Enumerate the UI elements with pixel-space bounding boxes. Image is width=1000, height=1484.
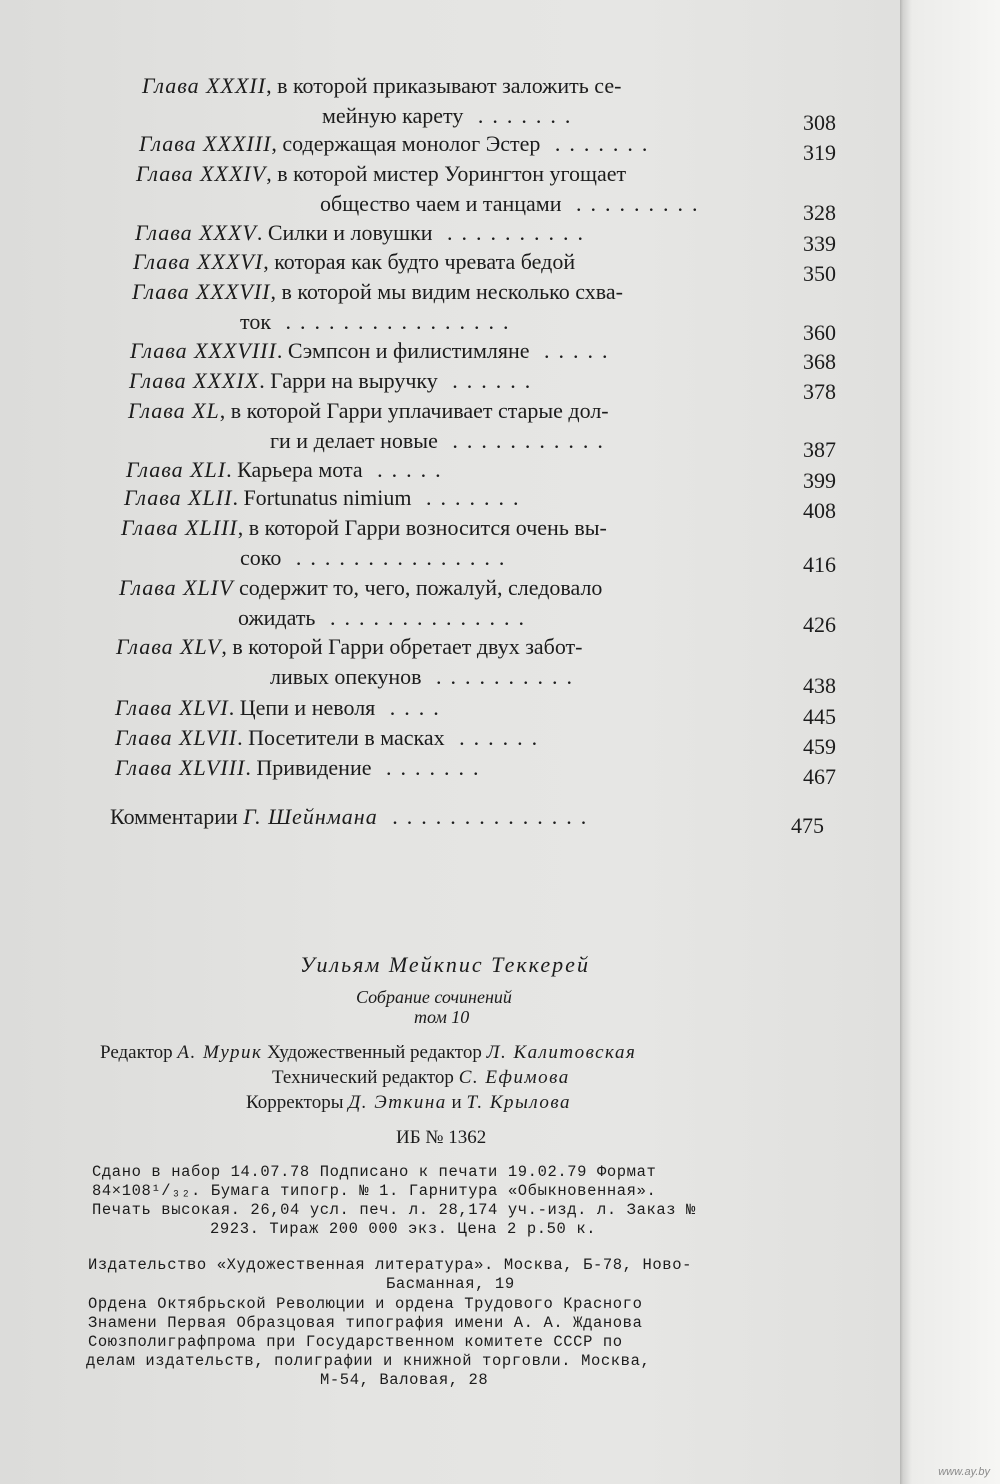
chapter-title: . Посетители в масках	[237, 725, 445, 750]
chapter-label: Глава XXXII	[142, 73, 267, 98]
toc-entry	[115, 694, 448, 722]
details-line: Печать высокая. 26,04 усл. печ. л. 28,174 уч.-изд. л. Заказ №	[92, 1201, 696, 1219]
toc-entry-continuation	[240, 308, 518, 336]
toc-entry	[116, 633, 583, 661]
printer-line: М-54, Валовая, 28	[320, 1371, 489, 1389]
chapter-title-cont: ливых опекунов	[270, 664, 422, 689]
author-name: Уильям Мейкпис Теккерей	[300, 952, 590, 977]
leader-dots: ...........	[437, 428, 612, 453]
leader-dots: ..........	[421, 664, 581, 689]
page-edge	[900, 0, 1000, 1484]
tech-editor-role: Технический редактор	[272, 1067, 454, 1088]
page-number: 416	[803, 552, 836, 577]
leader-dots: ..............	[377, 804, 596, 829]
chapter-title: , содержащая монолог Эстер	[271, 131, 541, 156]
chapter-title: . Fortunatus nimium	[232, 485, 412, 510]
page-number: 339	[803, 231, 836, 256]
chapter-title: , в которой приказывают заложить се-	[266, 73, 622, 98]
details-line: 84×108¹/₃₂. Бумага типогр. № 1. Гарнитура «Обыкновенная».	[92, 1182, 657, 1200]
toc-entry-continuation	[240, 544, 513, 572]
publisher-line: Издательство «Художественная литература». Москва, Б-78, Ново-	[88, 1256, 692, 1274]
collection-title: Собрание сочинений	[356, 987, 512, 1007]
toc-entry	[124, 484, 528, 512]
commentary-entry	[110, 803, 595, 831]
leader-dots: .......	[411, 485, 528, 510]
toc-entry	[128, 397, 609, 425]
chapter-title: . Цепи и неволя	[228, 695, 376, 720]
chapter-title-cont: ток	[240, 309, 272, 334]
toc-entry	[130, 337, 617, 365]
art-editor-name: Л. Калитовская	[486, 1042, 637, 1063]
chapter-title-cont: соко	[240, 545, 282, 570]
printer-line: Знамени Первая Образцовая типография имени А. А. Жданова	[88, 1314, 643, 1332]
chapter-title: , в которой Гарри обретает двух забот-	[221, 634, 583, 659]
printer-line: Ордена Октябрьской Революции и ордена Трудового Красного	[88, 1295, 643, 1313]
toc-entry	[126, 456, 450, 484]
printer-line: делам издательств, полиграфии и книжной торговли. Москва,	[86, 1352, 651, 1370]
chapter-title: , в которой Гарри уплачивает старые дол-	[219, 398, 609, 423]
chapter-label: Глава XLIII	[121, 515, 238, 540]
page-number: 328	[803, 200, 836, 225]
chapter-label: Глава XXXVII	[132, 279, 271, 304]
chapter-label: Глава XXXIX	[129, 368, 260, 393]
chapter-title: содержит то, чего, пожалуй, следовало	[233, 575, 603, 600]
toc-entry-continuation	[320, 190, 707, 218]
watermark: www.ay.by	[938, 1466, 990, 1478]
page-number: 387	[803, 437, 836, 462]
chapter-title: . Сэмпсон и филистимляне	[276, 338, 530, 363]
leader-dots: .........	[561, 191, 707, 216]
chapter-label: Глава XLVI	[115, 695, 229, 720]
toc-entry-continuation	[270, 663, 581, 691]
details-line: 2923. Тираж 200 000 экз. Цена 2 р.50 к.	[210, 1220, 597, 1238]
chapter-title: . Гарри на выручку	[259, 368, 438, 393]
leader-dots: ...............	[281, 545, 514, 570]
chapter-label: Глава XLI	[126, 457, 227, 482]
page-number: 368	[803, 349, 836, 374]
page-number: 408	[803, 498, 836, 523]
chapter-title: . Силки и ловушки	[256, 220, 433, 245]
leader-dots: ..........	[432, 220, 593, 245]
page-number: 467	[803, 764, 836, 789]
commentary-prefix: Комментарии	[110, 804, 244, 829]
chapter-title: , в которой мы видим несколько схва-	[270, 279, 623, 304]
chapter-title: , в которой мистер Уорингтон угощает	[266, 161, 627, 186]
chapter-label: Глава XL	[128, 398, 220, 423]
page-number: 360	[803, 320, 836, 345]
leader-dots: ....	[375, 695, 448, 720]
toc-entry-continuation	[238, 604, 533, 632]
tech-editor-name: С. Ефимова	[458, 1067, 570, 1088]
tech-editor-line	[272, 1067, 570, 1089]
leader-dots: .......	[371, 755, 488, 780]
chapter-label: Глава XXXVIII	[130, 338, 277, 363]
chapter-title-cont: общество чаем и танцами	[320, 191, 562, 216]
leader-dots: .....	[529, 338, 617, 363]
toc-entry	[115, 724, 546, 752]
chapter-label: Глава XXXIII	[139, 131, 272, 156]
printer-line: Союзполиграфпрома при Государственном комитете СССР по	[88, 1333, 623, 1351]
correctors-line	[246, 1092, 571, 1114]
toc-entry	[135, 219, 592, 247]
toc-entry	[115, 754, 487, 782]
page-number: 399	[803, 468, 836, 493]
toc-entry	[133, 248, 575, 276]
leader-dots: .....	[362, 457, 450, 482]
page-number: 459	[803, 734, 836, 759]
toc-entry-continuation	[322, 102, 579, 130]
correctors-role: Корректоры	[246, 1092, 344, 1113]
toc-entry	[132, 278, 623, 306]
correctors-and: и	[451, 1092, 462, 1113]
editor-line	[100, 1042, 636, 1064]
chapter-label: Глава XXXV	[135, 220, 257, 245]
chapter-title: . Карьера мота	[226, 457, 363, 482]
chapter-label: Глава XLVII	[115, 725, 238, 750]
page-number: 445	[803, 704, 836, 729]
art-editor-role: Художественный редактор	[267, 1042, 482, 1063]
page-number: 438	[803, 673, 836, 698]
corrector-name-1: Д. Эткина	[348, 1092, 447, 1113]
toc-entry	[121, 514, 607, 542]
page-number: 378	[803, 379, 836, 404]
chapter-title-cont: ги и делает новые	[270, 428, 438, 453]
toc-entry	[129, 367, 539, 395]
details-line: Сдано в набор 14.07.78 Подписано к печати 19.02.79 Формат	[92, 1163, 657, 1181]
corrector-name-2: Т. Крылова	[466, 1092, 571, 1113]
chapter-label: Глава XLIV	[119, 575, 234, 600]
toc-entry-continuation	[270, 427, 612, 455]
toc-entry	[139, 130, 656, 158]
page-number: 308	[803, 110, 836, 135]
chapter-label: Глава XLV	[116, 634, 222, 659]
leader-dots: ..............	[315, 605, 533, 630]
toc-entry	[136, 160, 626, 188]
chapter-label: Глава XXXIV	[136, 161, 267, 186]
leader-dots: ......	[437, 368, 540, 393]
chapter-label: Глава XLVIII	[115, 755, 246, 780]
ib-number: ИБ № 1362	[396, 1127, 487, 1148]
commentary-author: Г. Шейнмана	[243, 804, 378, 829]
leader-dots: ................	[271, 309, 518, 334]
toc-entry	[142, 72, 621, 100]
page-number: 350	[803, 261, 836, 286]
chapter-title: , которая как будто чревата бедой	[263, 249, 576, 274]
chapter-title-cont: ожидать	[238, 605, 316, 630]
editor-name: А. Мурик	[177, 1042, 263, 1063]
editor-role: Редактор	[100, 1042, 173, 1063]
chapter-title-cont: мейную карету	[322, 103, 464, 128]
leader-dots: .......	[540, 131, 657, 156]
leader-dots: ......	[444, 725, 547, 750]
page-number: 319	[803, 140, 836, 165]
leader-dots: .......	[463, 103, 580, 128]
chapter-label: Глава XLII	[124, 485, 233, 510]
chapter-label: Глава XXXVI	[133, 249, 264, 274]
page-number: 475	[791, 813, 824, 838]
page-number: 426	[803, 612, 836, 637]
chapter-title: . Привидение	[245, 755, 372, 780]
toc-entry	[119, 574, 602, 602]
publisher-line: Басманная, 19	[386, 1275, 515, 1293]
volume-number: том 10	[414, 1007, 470, 1027]
chapter-title: , в которой Гарри возносится очень вы-	[237, 515, 607, 540]
